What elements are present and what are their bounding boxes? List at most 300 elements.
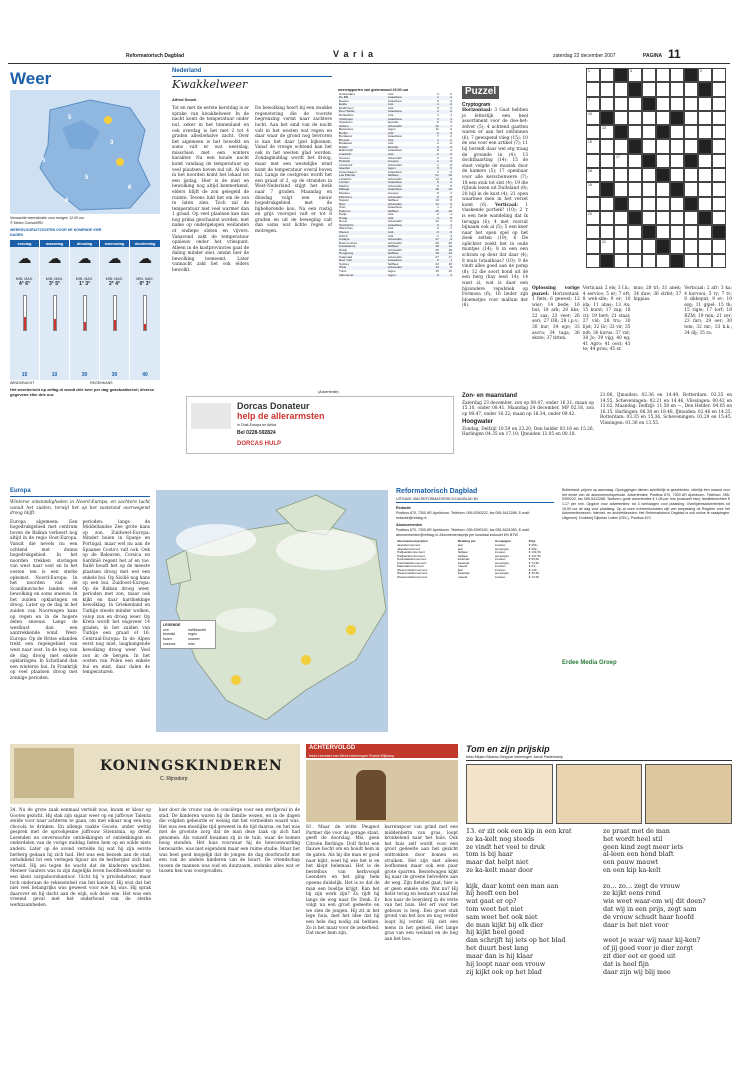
table-cell: halfbew.	[387, 244, 400, 249]
table-cell: -4	[449, 130, 452, 135]
table-cell: 9	[437, 183, 439, 188]
crossword-cell	[614, 111, 628, 125]
weather-footer: Het weerbericht op zelfag.nl wordt drie keer per dag geactualiseerd; diverse gegevens elke drie uur.	[10, 387, 155, 397]
cloud-icon: ☁	[107, 251, 122, 267]
table-cell: 7	[437, 134, 439, 139]
crossword-cell	[600, 68, 614, 82]
dorcas-ad[interactable]	[186, 396, 454, 454]
crossword-number: 18	[588, 168, 592, 173]
table-cell: 9	[437, 144, 439, 149]
table-cell: bewolkt	[387, 120, 399, 125]
colofon-title: Reformatorisch Dagblad	[396, 488, 478, 495]
crossword-cell	[712, 197, 726, 211]
table-cell: zwaarbew.	[387, 134, 403, 139]
page-number: 11	[668, 47, 681, 61]
day-name: zondag	[10, 240, 39, 247]
crossword-cell	[614, 125, 628, 139]
crossword-number: 13	[602, 126, 606, 131]
table-cell: halfbew.	[387, 208, 400, 213]
crossword-grid	[586, 68, 726, 268]
crossword-cell	[656, 254, 670, 268]
crossword-cell	[642, 225, 656, 239]
table-cell: Rome	[339, 219, 348, 224]
crossword-cell	[670, 68, 684, 82]
crossword-cell	[614, 139, 628, 153]
map-number: 5	[68, 115, 72, 121]
table-cell: Den Helder	[339, 109, 355, 114]
table-cell: 18	[435, 244, 439, 249]
crossword-cell	[712, 111, 726, 125]
crossword-cell	[586, 139, 600, 153]
table-row	[338, 274, 453, 278]
crossword-cell	[600, 168, 614, 182]
crossword-cell	[698, 239, 712, 253]
day-min: 3°	[49, 281, 54, 288]
table-cell: jaar	[457, 546, 463, 551]
table-cell: Genève	[339, 155, 350, 160]
rain-label: REGENKANS	[90, 381, 113, 385]
puzzle-kicker: Cryptogram	[462, 101, 491, 108]
crossword-cell	[614, 197, 628, 211]
table-cell: € 36,50	[528, 571, 540, 576]
table-cell: onbewolkt	[387, 240, 402, 245]
table-cell: 17	[448, 254, 452, 259]
figure-illustration	[356, 770, 386, 820]
day-min: 0°	[139, 281, 145, 288]
table-cell: 12	[435, 201, 439, 206]
table-cell: Berlijn	[339, 130, 348, 135]
map-legend	[160, 620, 216, 649]
crossword-number: 21	[602, 240, 606, 245]
crossword-cell	[614, 82, 628, 96]
table-cell: 18	[448, 261, 452, 266]
table-cell: 0	[450, 183, 452, 188]
crossword-cell	[684, 239, 698, 253]
crossword-number: 17	[616, 154, 620, 159]
table-cell: 0	[437, 98, 439, 103]
crossword-cell	[712, 168, 726, 182]
table-cell: Casablanca	[339, 244, 356, 249]
europe-map	[156, 490, 388, 732]
table-cell: incasso	[494, 564, 506, 569]
table-cell: onbewolkt	[387, 237, 402, 242]
crossword-cell	[586, 125, 600, 139]
table-cell: kwartaal	[457, 557, 470, 562]
crossword-cell	[698, 254, 712, 268]
article-kicker: Nederland	[172, 68, 332, 77]
solution-title: Oplossing vorige puzzel:	[532, 286, 580, 297]
crossword-cell	[656, 139, 670, 153]
table-cell: Brussel	[339, 137, 350, 142]
table-cell: Barcelona	[339, 127, 353, 132]
table-cell: -3	[436, 141, 439, 146]
table-cell: Napels	[339, 198, 349, 203]
table-cell: halfjaar	[457, 553, 468, 558]
crossword-cell	[698, 111, 712, 125]
table-cell: € 72,50	[528, 560, 540, 565]
table-cell: onbewolkt	[387, 162, 402, 167]
table-row	[396, 576, 554, 580]
comic-text-col2: karrenspoor van grind met een middenberm van gras, loopt kronkelend naar het huis. Ook het huis zelf wordt voor een groot gedeelte aan het gezicht onttrokken door bomen en struiken. Het zijn niet alleen loofbomen maar ook een paar grote sparren. Bestelwagen kijkt hij naar de groene belvedère aan de weg. Zijn fietsbel gaat; hier is er geen enkele site. Wat nu? Hij fietst terug en bestuurt vanaf het bos naar de boerderij in de verte van het huis. Het erf voor het gebouw is leeg. Een groot stuk grond van het bos en nog verder loopt hij verder. Hij ziet een mens in het gebied. Het lange gras van een weiland en de heg aan het bos.	[384, 825, 458, 942]
day-column	[40, 240, 70, 380]
table-cell: 4	[450, 148, 452, 153]
crossword-cell	[656, 97, 670, 111]
table-cell: 6	[437, 272, 439, 277]
table-cell: 3	[437, 116, 439, 121]
crossword-cell	[670, 97, 684, 111]
thermometer	[53, 295, 57, 331]
crossword-cell	[670, 168, 684, 182]
table-cell: Lissabon	[339, 176, 352, 181]
table-cell: zwaarbew.	[387, 109, 403, 114]
europe-map-graphic	[156, 490, 388, 732]
table-cell: 2	[437, 155, 439, 160]
crossword-cell	[642, 154, 656, 168]
table-cell: Helsinki	[339, 159, 350, 164]
crossword-cell	[656, 82, 670, 96]
table-cell: mist	[387, 151, 394, 156]
crossword-number: 1	[588, 69, 590, 73]
day-column	[70, 240, 100, 380]
table-cell: Buenos Aires	[339, 240, 358, 245]
crossword-cell	[684, 154, 698, 168]
table-cell: -3	[449, 233, 452, 238]
crossword-cell	[642, 211, 656, 225]
weather-section	[10, 68, 160, 398]
table-cell: halfbew.	[387, 173, 400, 178]
table-cell: -1	[449, 212, 452, 217]
table-cell: Maandabonnement	[397, 564, 424, 569]
map-number: 3	[110, 140, 114, 146]
table-cell: -3	[449, 159, 452, 164]
solution-vertical: Verticaal: 2 els; 3 I.k.; 4 service; 5 er; 7 eft; 8 web-site; 9 er; 10 ida; 11 abas; 13 Ax; 15 kurst; 17 zap; 18 cit; 19 bert; 21 staal; 27 vid; 28 tru; 30 lijst; 32 Gr; 33 vir; 35 ndt; 36 kurus; 37 rar; 38 Jo; 39 vijg; 40 eg; 41 Agro; 41 oost; 43 te; 44 prou; 45 sr.	[582, 286, 631, 353]
sun-icon	[231, 675, 241, 685]
outlook-grid	[10, 240, 160, 380]
table-cell: -5	[449, 151, 452, 156]
table-cell: 1	[437, 95, 439, 100]
thermometer	[113, 295, 117, 331]
table-cell: Tunis	[339, 269, 347, 274]
crossword-cell	[586, 82, 600, 96]
crossword-cell	[600, 254, 614, 268]
crossword-cell	[712, 68, 726, 82]
weather-table	[338, 93, 453, 277]
price-table	[396, 540, 554, 579]
table-cell: maand	[457, 564, 468, 569]
table-cell: 1	[437, 205, 439, 210]
ad-logo: DORCAS HULP	[237, 441, 282, 447]
table-cell: 15	[435, 269, 439, 274]
table-cell: 1	[437, 137, 439, 142]
min-label: MIN.	[136, 276, 144, 281]
puzzle-title: Puzzel	[462, 86, 499, 99]
table-cell: zwaarbew.	[387, 180, 403, 185]
min-label: MIN.	[75, 276, 84, 281]
table-cell: Weekendabonnement	[397, 574, 428, 579]
table-cell: € 69,50	[528, 557, 540, 562]
colofon-right: Buitenland: prijzen op aanvraag. Opzeggingen dienen schriftelijk te geschieden, uiterlijk één maand voor het einde van de abonnementsperiode. Advertenties: Postbus 670, 7300 AR Apeldoorn. Telefoon: 055-5390222, fax 055-5412288. Tarieven: grote advertenties € 1,08 per mm (exclusief btw); familieberichten € 1,17 per mm. Opgave voor advertenties: tot 3 werkdagen voor plaatsing. Overlijdensadvertenties tot 16.00 uur de dag voor plaatsing. Op al onze overeenkomsten zijn van toepassing de Regelen voor het Advertentiewezen. Internet- en archiefdiensten: Het Reformatorisch Dagblad is ook online te raadplegen. Uitgeverij: Drukkerij Dijkman Lutten (DDL), Postbus 670.	[562, 488, 730, 521]
table-cell: 5	[450, 120, 452, 125]
crossword-cell	[586, 211, 600, 225]
crossword-cell	[628, 254, 642, 268]
sun-icon	[301, 655, 311, 665]
day-name: maandag	[40, 240, 69, 247]
min-label: MIN.	[105, 276, 114, 281]
table-cell: 0	[450, 169, 452, 174]
crossword-cell	[712, 139, 726, 153]
crossword-cell	[642, 97, 656, 111]
table-cell: onbewolkt	[387, 201, 402, 206]
table-cell: 10	[448, 187, 452, 192]
credits-label: tekst	[466, 755, 474, 760]
table-cell: Edinburgh	[339, 148, 354, 153]
table-cell: 2	[450, 134, 452, 139]
day-name: donderdag	[130, 240, 160, 247]
comic-text-col2: kier door de vrouw van de conciërge voor een sterfgeval in de stad. De kinderen waren bij de familie wezen, en in de dagen die volgden gebeurde er weinig dat het vermelden waard was. Het was een moeilijke tijd geweest in de tijd daarna, en het was met de grootste zorg dat de man deze taak op zich had genomen. Als vanzelf kwamen zij in de tuin, waar de bomen hoog stonden. Het huis voorwaar hij de bewoonwarding bezwaarde, was niet eigendom maar een ruime studie. Maar het was heel goed mogelijk dat de jongen de dag doorbracht met een van de andere kinderen van de buurt. De vriendschap tussen de mannen was oud en duurzaam, ondanks alles wat er tussen hen was voorgevallen.	[159, 808, 300, 875]
crossword-cell	[628, 154, 642, 168]
crossword-cell	[712, 125, 726, 139]
table-cell: Kwartaalabonnement	[397, 557, 427, 562]
table-cell: mist	[387, 105, 394, 110]
table-cell: maand	[457, 574, 468, 579]
crossword-cell	[684, 254, 698, 268]
high-water-title: Hoogwater	[462, 419, 494, 426]
crossword-cell	[628, 182, 642, 196]
table-cell: € 259,-	[528, 543, 539, 547]
crossword-cell	[684, 82, 698, 96]
world-weather-table	[338, 88, 453, 378]
table-cell: Warschau	[339, 226, 353, 231]
day-name: dinsdag	[70, 240, 99, 247]
table-cell: -3	[436, 215, 439, 220]
crossword-cell	[600, 139, 614, 153]
article-author: Alfred Seuek	[172, 97, 197, 103]
crossword-cell	[614, 97, 628, 111]
table-cell: mist	[387, 215, 394, 220]
table-cell: 2	[450, 180, 452, 185]
table-cell: onbewolkt	[387, 183, 402, 188]
comic-panel	[466, 764, 553, 824]
art-label: tekeningen	[350, 753, 369, 758]
table-cell: -4	[436, 226, 439, 231]
table-cell: Nice	[339, 201, 346, 206]
table-cell: Vlissingen	[339, 116, 354, 121]
crossword-cell	[656, 211, 670, 225]
table-cell: 9	[450, 237, 452, 242]
crossword-cell	[684, 182, 698, 196]
map-copyright: © Meteo Consult/RD	[10, 221, 44, 225]
table-cell: Palermo	[339, 208, 351, 213]
table-cell: Tokio	[339, 265, 347, 270]
table-cell: -1	[449, 91, 452, 96]
table-cell: 29	[435, 240, 439, 245]
table-cell: bewolkt	[387, 144, 399, 149]
table-cell: acceptgiro	[494, 560, 510, 565]
table-cell: 6	[450, 201, 452, 206]
table-cell: 10	[448, 269, 452, 274]
crossword-cell	[670, 82, 684, 96]
crossword-cell	[586, 154, 600, 168]
crossword-cell	[684, 125, 698, 139]
crossword-cell	[656, 182, 670, 196]
table-cell: Madrid	[339, 183, 349, 188]
crossword-cell	[670, 225, 684, 239]
table-cell: Sydney	[339, 261, 350, 266]
table-cell: 25	[435, 247, 439, 252]
table-cell: incasso	[494, 557, 506, 562]
table-cell: Hongkong	[339, 251, 354, 256]
day-column	[10, 240, 40, 380]
crossword-cell	[642, 139, 656, 153]
table-cell: regen	[387, 272, 396, 277]
legend-item: mist	[188, 641, 195, 646]
table-cell: -5	[436, 190, 439, 195]
table-cell: -2	[449, 98, 452, 103]
colofon-section	[396, 488, 732, 738]
crossword-cell	[656, 68, 670, 82]
crossword-cell	[698, 168, 712, 182]
table-cell: zwaarbew.	[387, 98, 403, 103]
crossword-number: 10	[588, 111, 592, 116]
table-cell: onbewolkt	[387, 155, 402, 160]
table-cell: € 134,50	[528, 550, 541, 555]
vertical-clues: 1 vlaskende portiek? (10); 2 'r is een hele wandeling dat ik terugga (6); 4 met vooruit bijnaam ook al (5); 5 een keer naar het open spel op het doek zetten (19); 6 De oplichter zoekt het in oude muntjes (14); 8 in een een schram op deur dat daar (4); 8 muis totaalbaas? (10); 9 de vindt alles goed aan de pomp (8); 12 die soort hond uit dé een berg (hay leed 14); 14 wast zi, wat is daar een bijzondere republiek op Formosa (6); 16 lieder zijn bloemetjes voor mallum der (6).	[462, 202, 528, 309]
cloud-icon: ☁	[17, 251, 32, 267]
table-cell: halfbew.	[387, 261, 400, 266]
crossword-cell	[698, 82, 712, 96]
crossword-cell	[684, 68, 698, 82]
table-cell: 2	[437, 212, 439, 217]
day-min: 2°	[109, 281, 114, 288]
address-title: Redactie	[396, 506, 411, 511]
table-cell: zwaarbew.	[387, 148, 403, 153]
comic-title: Tom en zijn prijskip	[466, 744, 550, 754]
table-cell: Deelen	[339, 98, 349, 103]
comic-panel	[306, 760, 458, 822]
europa-col1: Europa algemeen: Een hogedrukgebied met centrum boven de Balkan verkeert nog altijd in de regio Oost-Europa. Vanuit die nevels nu een ochtend met dunne hogedrukgebied. In het noorden trekken storingen van west naar oost en in het oosten ten is een sterke opkomst. Noord-Europa: In het noorden van de Scandinavische landen veel bewolking en soms sneeuw. In het zuiden opklaringen en droog. Later op de dag in het zuiden van Noorwegen kans op regen en in de hogere delen sneeuw. Langs de westkust dan een aantrekkende wind. West-Europa: Op de Britse eilanden trekt een regengebied van west naar oost. In de loop van de dag droog met enkele opklaringen. In Schotland dan een winterse bui. In Frankrijk op veel plaatsen droog met zonnige perioden.	[10, 519, 78, 681]
table-cell: -2	[436, 151, 439, 156]
crossword-cell	[642, 68, 656, 82]
crossword-cell	[600, 125, 614, 139]
table-cell: Vancouver	[339, 272, 354, 277]
table-cell: 18	[448, 247, 452, 252]
puzzle-solution	[532, 286, 732, 376]
crossword-cell	[642, 125, 656, 139]
colofon-subtitle: UITGAVE VAN REFORMATORISCH DAGBLAD BV	[396, 497, 554, 504]
crossword-cell	[712, 211, 726, 225]
nederland-article	[172, 68, 332, 368]
crossword-cell	[698, 97, 712, 111]
table-cell: 16	[448, 173, 452, 178]
table-header-cell: Abonnementsprijzen	[397, 539, 428, 544]
table-cell: -2	[449, 205, 452, 210]
table-cell: 17	[435, 237, 439, 242]
newspaper-name: Reformatorisch Dagblad	[126, 53, 185, 59]
legend-item: zon	[163, 627, 169, 632]
day-column	[130, 240, 160, 380]
table-cell: Zürich	[339, 233, 348, 238]
crossword-cell	[642, 182, 656, 196]
table-cell: Halfjaarabonnement	[397, 550, 425, 555]
crossword-cell	[712, 254, 726, 268]
solution-horizontal: Horizontaal: 1 fiets; 6 gewest; 12 wier; 14 bede; 16 bul; 18 ark; 20 kks; 22 sax; 23 veer; 26 seri; 27 OR; 28 i.p.v.; 30 kur; 34 ego; 33 ascra; 34 taga; 36 skote; 37 titten.	[532, 291, 580, 342]
section-title: V a r i a	[333, 49, 375, 59]
crossword-cell	[642, 111, 656, 125]
crossword-cell	[670, 197, 684, 211]
crossword-cell	[698, 182, 712, 196]
table-cell: -2	[436, 130, 439, 135]
table-cell: Kaapstad	[339, 254, 353, 259]
crossword-cell	[670, 239, 684, 253]
puzzle-section	[462, 69, 732, 376]
table-cell: Málaga	[339, 187, 350, 192]
table-cell: mist	[387, 141, 394, 146]
crossword-cell	[628, 68, 642, 82]
page-date: zaterdag 22 december 2007	[553, 53, 616, 59]
crossword-number: 15	[588, 140, 592, 145]
horizontal-clues: 3 Gaat hebben je letterlijk een heel assortiment voor de doe-het-zelver (5); 4 achtend gaatten waren er aan het ontbinnen (6); 7 gewapend vlieg (15); 10 de ons voor een artikel (7); 11 bij bereidt daar wel erg traag de grounde in (4); 13 dochtbaarting (14); 15 de staet volgde de muziek door de kamers (5); 17 openbaar voor alle kerschenwere (7); 18 een stuk tot slot (4); 19 die rijtuuk lezen uit Duitsland (8); 20 bijl in de kust (4); 21 open waarmee men in het verzet komt (6).	[462, 108, 528, 208]
comic-illustration	[14, 748, 74, 798]
page-header	[8, 44, 730, 64]
table-cell: Rotterdam	[339, 112, 354, 117]
day-max: 5°	[55, 281, 60, 288]
table-cell: incasso	[494, 567, 506, 572]
art-label: tekeningen	[514, 755, 533, 760]
crossword-cell	[600, 111, 614, 125]
comic-strip	[466, 764, 732, 824]
thermometer	[143, 295, 147, 331]
puzzle-clues	[462, 108, 528, 309]
table-cell: onbewolkt	[387, 247, 402, 252]
crossword-cell	[712, 239, 726, 253]
crossword-cell	[642, 239, 656, 253]
day-max: 3°	[85, 281, 90, 288]
table-cell: 7	[450, 123, 452, 128]
table-cell: -3	[449, 102, 452, 107]
table-cell: 8	[450, 198, 452, 203]
crossword-cell	[642, 254, 656, 268]
table-cell: Kwartaalabonnement	[397, 560, 427, 565]
crossword-cell	[670, 254, 684, 268]
table-cell: Halfjaarabonnement	[397, 553, 425, 558]
crossword-cell	[628, 82, 642, 96]
crossword-number: 19	[588, 183, 592, 188]
table-cell: zwaarbew.	[387, 205, 403, 210]
crossword-cell	[586, 111, 600, 125]
koningskinderen-section	[10, 744, 300, 1062]
table-cell: 0	[437, 105, 439, 110]
crossword-cell	[628, 211, 642, 225]
legend-item: regen	[188, 632, 198, 637]
crossword-cell	[684, 197, 698, 211]
table-cell: halfbew.	[387, 198, 400, 203]
sun-moon-section	[462, 393, 732, 455]
table-cell: München	[339, 194, 352, 199]
crossword-cell	[698, 211, 712, 225]
table-cell: mist	[387, 102, 394, 107]
table-cell: 16	[435, 187, 439, 192]
table-cell: Athene	[339, 123, 349, 128]
table-cell: -3	[436, 194, 439, 199]
europa-text	[10, 500, 150, 682]
table-cell: 0	[450, 109, 452, 114]
day-min: 1°	[79, 281, 84, 288]
table-cell: Eindhoven	[339, 105, 354, 110]
table-cell: -6	[449, 230, 452, 234]
crossword-cell	[628, 168, 642, 182]
max-label: MAX.	[84, 276, 94, 281]
table-cell: € 262,-	[528, 546, 539, 551]
